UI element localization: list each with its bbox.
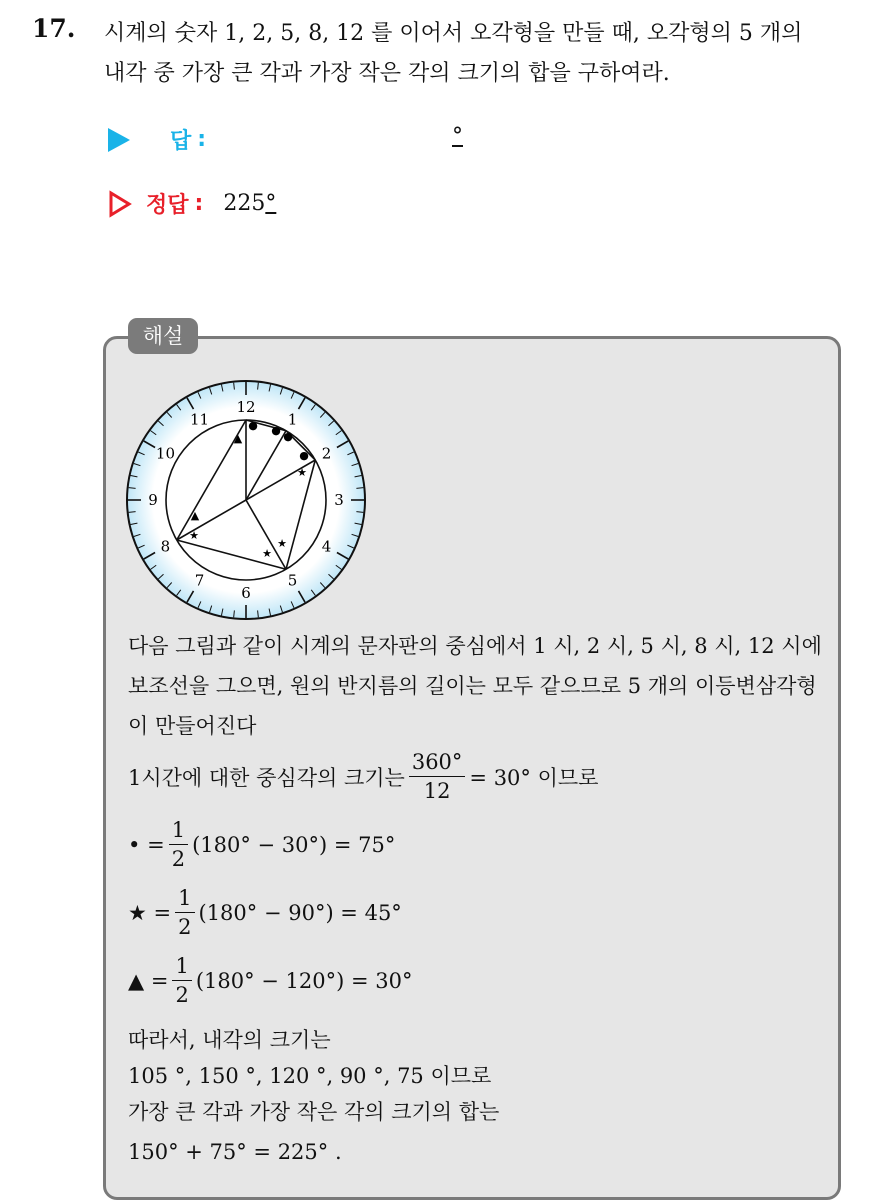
central-suffix: = 30° 이므로 (469, 765, 599, 790)
dot-mark: ● (299, 449, 309, 462)
triangle-numerator: 1 (172, 952, 191, 981)
clock-number: 4 (321, 537, 332, 556)
central-denominator: 12 (423, 779, 451, 803)
clock-number: 7 (194, 571, 205, 590)
dot-mark: ● (271, 424, 281, 437)
dot-denominator: 2 (171, 847, 186, 871)
central-angle-line (128, 748, 598, 805)
star-rest: (180° − 90°) = 45° (198, 900, 402, 925)
star-mark: ★ (262, 547, 272, 560)
dot-mark: ● (283, 430, 293, 443)
outline-triangle-icon (108, 190, 132, 218)
correct-answer-row (108, 188, 276, 219)
answer-unit: ° (452, 124, 463, 149)
clock-diagram (124, 378, 368, 622)
clock-number: 10 (155, 444, 176, 463)
conclusion-line-1: 따라서, 내각의 크기는 (128, 1028, 331, 1052)
star-mark: ★ (297, 466, 307, 479)
clock-number: 2 (321, 444, 332, 463)
dot-equals: = (147, 832, 165, 857)
solution-paragraph: 다음 그림과 같이 시계의 문자판의 중심에서 1 시, 2 시, 5 시, 8 시, 12 시에 보조선을 그으면, 원의 반지름의 길이는 모두 같으므로 5 개의 이등변삼각형이 만들어진다 (128, 634, 822, 738)
star-numerator: 1 (175, 884, 194, 913)
star-mark: ★ (189, 529, 199, 542)
conclusion-line-4: 150° + 75° = 225° . (128, 1140, 342, 1164)
triangle-fraction (172, 952, 191, 1009)
solution-tag: 해설 (128, 318, 198, 354)
clock-number: 8 (160, 537, 171, 556)
star-mark: ★ (277, 537, 287, 550)
triangle-equation (128, 952, 413, 1009)
question-text (104, 14, 874, 94)
star-equation (128, 884, 402, 941)
answer-colon: : (197, 127, 207, 152)
clock-number: 9 (148, 491, 158, 509)
question-number: 17. (32, 14, 76, 43)
triangle-mark: ▲ (190, 509, 200, 522)
triangle-rest: (180° − 120°) = 30° (195, 968, 413, 993)
star-symbol: ★ (128, 900, 147, 925)
dot-equation (128, 816, 395, 873)
central-prefix: 1시간에 대한 중심각의 크기는 (128, 765, 405, 790)
clock-number: 11 (189, 410, 210, 429)
dot-mark: ● (248, 419, 258, 432)
correct-label: 정답 (146, 193, 189, 218)
triangle-mark: ▲ (233, 432, 243, 445)
correct-unit: ° (265, 191, 277, 216)
clock-number: 5 (287, 571, 298, 590)
clock-number: 6 (241, 584, 251, 602)
dot-fraction (169, 816, 188, 873)
triangle-symbol: ▲ (128, 968, 145, 993)
triangle-denominator: 2 (175, 983, 189, 1007)
dot-numerator: 1 (169, 816, 188, 845)
question-line-1: 시계의 숫자 1, 2, 5, 8, 12 를 이어서 오각형을 만들 때, 오각형의 5 개의 (104, 21, 803, 46)
play-triangle-icon (108, 128, 130, 152)
answer-row (108, 124, 206, 155)
star-fraction (175, 884, 194, 941)
central-numerator: 360° (409, 748, 466, 777)
star-equals: = (153, 900, 172, 925)
correct-colon: : (194, 191, 204, 216)
dot-symbol: • (128, 832, 141, 857)
dot-rest: (180° − 30°) = 75° (192, 832, 396, 857)
star-denominator: 2 (178, 915, 192, 939)
correct-value: 225 (223, 191, 266, 216)
triangle-equals: = (150, 968, 169, 993)
central-fraction (409, 748, 466, 805)
clock-number: 12 (236, 398, 256, 416)
question-line-2: 내각 중 가장 큰 각과 가장 작은 각의 크기의 합을 구하여라. (104, 61, 670, 86)
conclusion-line-3: 가장 큰 각과 가장 작은 각의 크기의 합는 (128, 1100, 500, 1124)
clock-number: 1 (287, 410, 298, 429)
conclusion-line-2: 105 °, 150 °, 120 °, 90 °, 75 이므로 (128, 1064, 492, 1088)
answer-label: 답 (170, 129, 192, 154)
clock-number: 3 (334, 491, 344, 509)
